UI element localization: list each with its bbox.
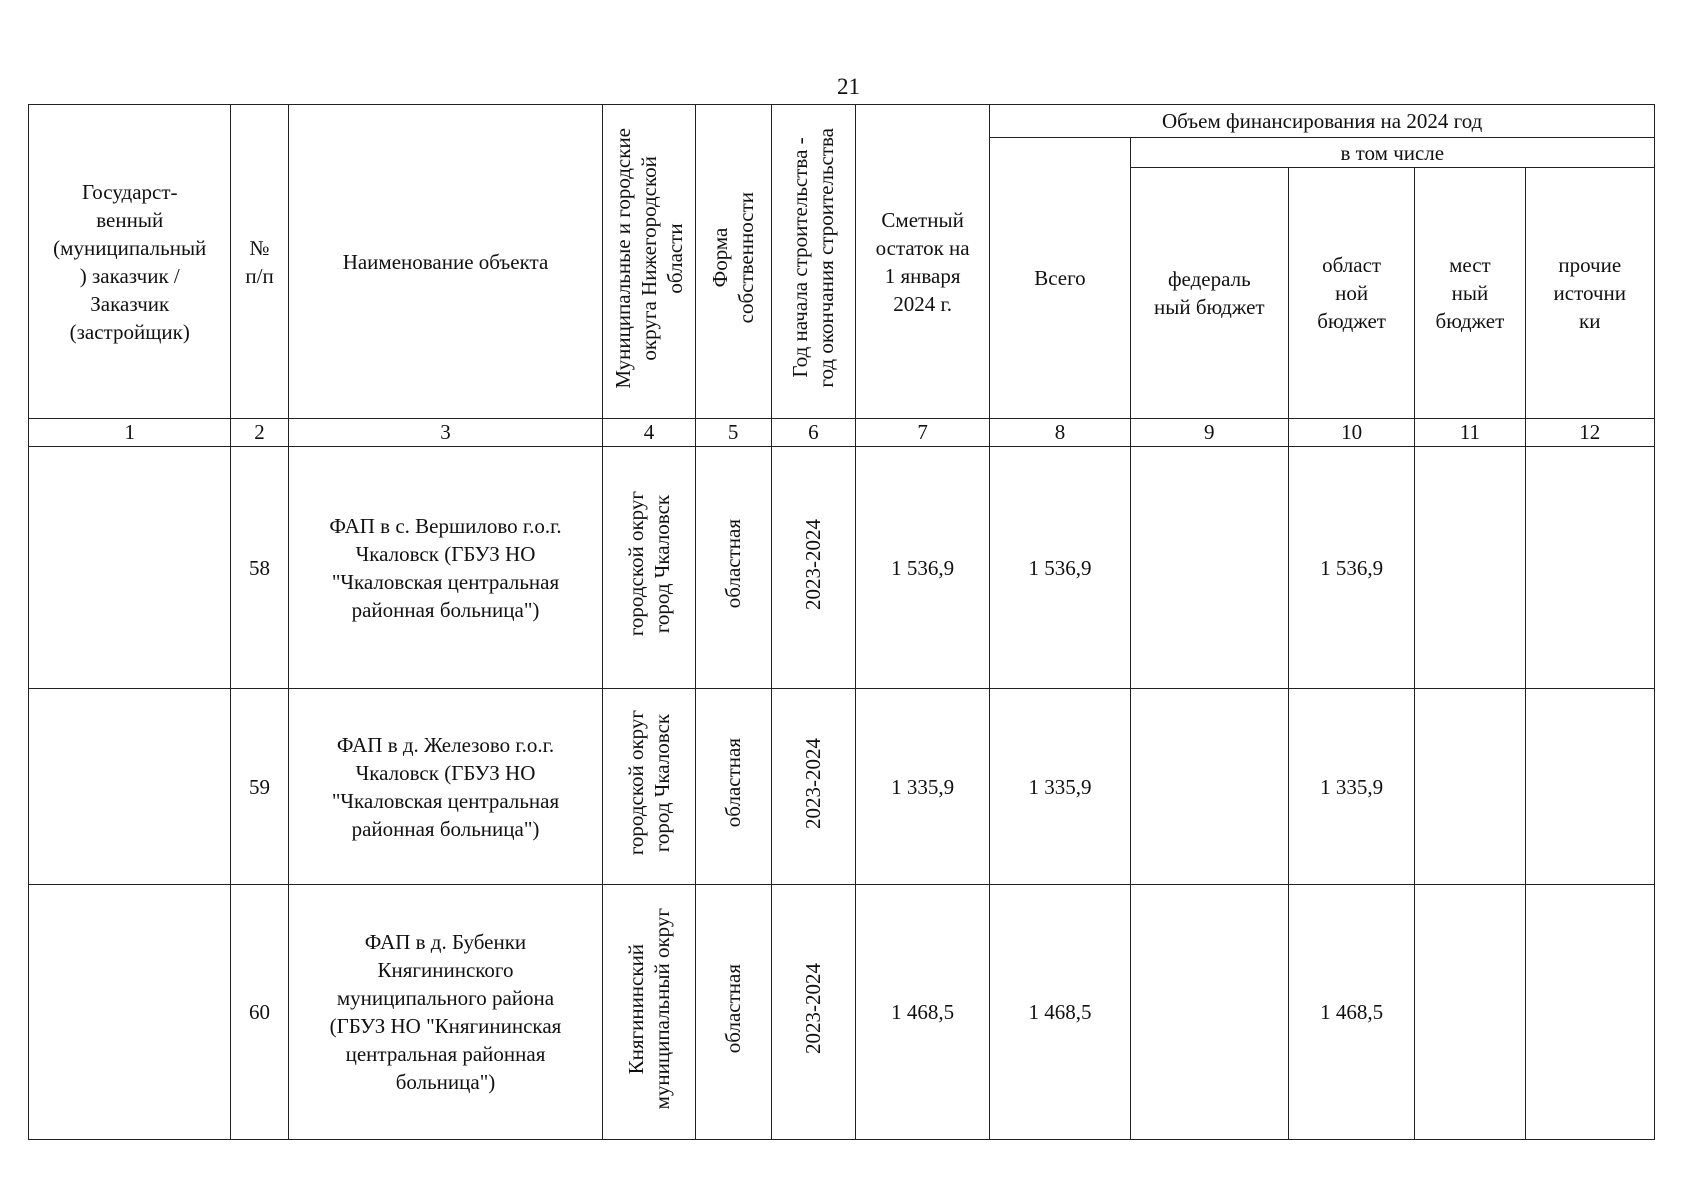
cell-years-text: 2023-2024 — [801, 737, 826, 829]
cell-ownership — [695, 689, 771, 885]
column-number: 7 — [855, 419, 989, 447]
cell-years — [771, 885, 855, 1140]
column-number: 6 — [771, 419, 855, 447]
header-object-name: Наименование объекта — [288, 105, 603, 419]
cell-regional: 1 468,5 — [1288, 885, 1414, 1140]
table-row — [29, 885, 1655, 1140]
cell-customer — [29, 885, 231, 1140]
header-estimate: Сметный остаток на 1 января 2024 г. — [855, 105, 989, 419]
header-including: в том числе — [1130, 138, 1654, 168]
cell-estimate: 1 335,9 — [855, 689, 989, 885]
table-row — [29, 447, 1655, 689]
cell-object-name: ФАП в с. Вершилово г.о.г. Чкаловск (ГБУЗ НО "Чкаловская центральная районная больница") — [288, 447, 603, 689]
column-number: 2 — [231, 419, 288, 447]
table-row — [29, 689, 1655, 885]
cell-years — [771, 689, 855, 885]
header-ownership — [695, 105, 771, 419]
cell-object-name: ФАП в д. Бубенки Княгининского муниципального района (ГБУЗ НО "Княгининская центральная районная больница") — [288, 885, 603, 1140]
cell-municipality — [603, 447, 695, 689]
column-number: 1 — [29, 419, 231, 447]
cell-total: 1 335,9 — [990, 689, 1130, 885]
cell-federal — [1130, 885, 1288, 1140]
cell-years — [771, 447, 855, 689]
cell-other — [1525, 689, 1654, 885]
cell-estimate: 1 536,9 — [855, 447, 989, 689]
cell-num: 60 — [231, 885, 288, 1140]
cell-federal — [1130, 689, 1288, 885]
column-number: 3 — [288, 419, 603, 447]
cell-municipality — [603, 689, 695, 885]
column-number: 8 — [990, 419, 1130, 447]
header-years-text: Год начала строительства - год окончания строительства — [788, 128, 839, 388]
cell-other — [1525, 447, 1654, 689]
column-number: 4 — [603, 419, 695, 447]
cell-ownership-text: областная — [721, 519, 746, 609]
column-number: 10 — [1288, 419, 1414, 447]
header-municipality — [603, 105, 695, 419]
cell-num: 58 — [231, 447, 288, 689]
header-customer: Государст- венный (муниципальный ) заказчик / Заказчик (застройщик) — [29, 105, 231, 419]
column-number: 12 — [1525, 419, 1654, 447]
cell-ownership — [695, 885, 771, 1140]
cell-num: 59 — [231, 689, 288, 885]
header-years — [771, 105, 855, 419]
header-other: прочие источни ки — [1525, 168, 1654, 419]
column-number: 11 — [1415, 419, 1525, 447]
cell-years-text: 2023-2024 — [801, 518, 826, 610]
cell-municipality-text: Княгининский муниципальный округ — [623, 907, 674, 1110]
header-ownership-text: Форма собственности — [708, 192, 759, 324]
page-number: 21 — [837, 74, 860, 99]
cell-estimate: 1 468,5 — [855, 885, 989, 1140]
cell-ownership-text: областная — [721, 738, 746, 828]
cell-ownership-text: областная — [721, 963, 746, 1054]
header-row-1 — [29, 105, 1655, 138]
cell-local — [1415, 447, 1525, 689]
cell-municipality-text: городской округ город Чкаловск — [623, 710, 674, 856]
cell-object-name: ФАП в д. Железово г.о.г. Чкаловск (ГБУЗ НО "Чкаловская центральная районная больница") — [288, 689, 603, 885]
cell-regional: 1 536,9 — [1288, 447, 1414, 689]
cell-local — [1415, 689, 1525, 885]
cell-municipality — [603, 885, 695, 1140]
cell-total: 1 536,9 — [990, 447, 1130, 689]
cell-other — [1525, 885, 1654, 1140]
header-funding-title: Объем финансирования на 2024 год — [990, 105, 1655, 138]
column-numbers-row — [29, 419, 1655, 447]
cell-ownership — [695, 447, 771, 689]
column-number: 5 — [695, 419, 771, 447]
header-num: № п/п — [231, 105, 288, 419]
header-total: Всего — [990, 138, 1130, 419]
cell-customer — [29, 689, 231, 885]
cell-local — [1415, 885, 1525, 1140]
header-municipality-text: Муниципальные и городские округа Нижегородской области — [610, 127, 687, 389]
cell-federal — [1130, 447, 1288, 689]
funding-table — [28, 104, 1655, 1140]
column-number: 9 — [1130, 419, 1288, 447]
cell-municipality-text: городской округ город Чкаловск — [623, 491, 674, 637]
header-local: мест ный бюджет — [1415, 168, 1525, 419]
cell-regional: 1 335,9 — [1288, 689, 1414, 885]
header-regional: област ной бюджет — [1288, 168, 1414, 419]
cell-customer — [29, 447, 231, 689]
cell-total: 1 468,5 — [990, 885, 1130, 1140]
header-federal: федераль ный бюджет — [1130, 168, 1288, 419]
cell-years-text: 2023-2024 — [801, 963, 826, 1054]
